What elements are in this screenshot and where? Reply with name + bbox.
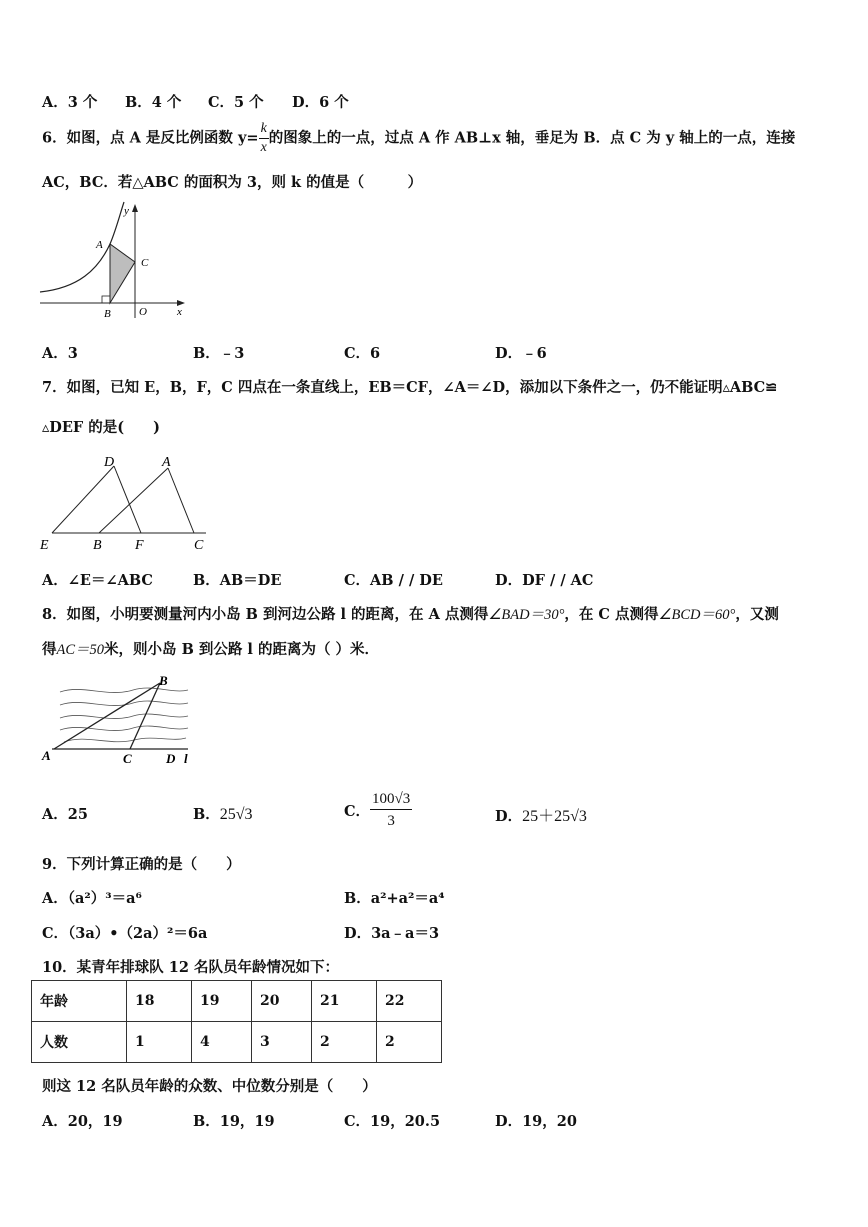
table-cell: 18 — [127, 981, 192, 1022]
q7-label-a: A — [162, 455, 171, 470]
q8-label-l: l — [184, 751, 188, 766]
q6-frac-num: k — [259, 122, 269, 139]
q7-option-a-text: A．∠E＝∠ABC — [42, 572, 153, 589]
q6-label-o: O — [139, 306, 147, 318]
q8-stem-part5: 米，则小岛 B 到公路 l 的距离为（ ）米． — [104, 641, 380, 658]
table-cell: 22 — [377, 981, 442, 1022]
q8-distance: AC＝50 — [56, 642, 105, 658]
q8-stem-line2 — [42, 638, 379, 659]
table-cell: 2 — [312, 1022, 377, 1063]
q5-option-d: D．6 个 — [292, 94, 349, 111]
q6-label-y: y — [124, 205, 129, 217]
q6-option-b: B．﹣3 — [193, 345, 245, 362]
q6-option-d: D．﹣6 — [495, 345, 547, 362]
q5-option-b: B．4 个 — [125, 94, 182, 111]
table-cell: 21 — [312, 981, 377, 1022]
q8-option-a — [42, 803, 88, 824]
table-cell: 20 — [252, 981, 312, 1022]
q7-label-d: D — [104, 455, 115, 470]
table-cell: 3 — [252, 1022, 312, 1063]
q6-stem-line2: AC，BC．若△ABC 的面积为 3，则 k 的值是（ ） — [42, 174, 423, 191]
q8-option-c-label: C． — [344, 803, 371, 820]
q8-label-a: A — [42, 748, 51, 763]
q8-stem-part4: 得 — [42, 641, 57, 658]
q7-label-b: B — [93, 538, 102, 553]
q8-option-d — [495, 803, 587, 826]
q9-option-a: A．（a²）³＝a⁶ — [42, 890, 142, 907]
q8-option-b-label: B． — [193, 806, 220, 823]
q10-option-b: B．19，19 — [193, 1113, 275, 1130]
table-cell: 2 — [377, 1022, 442, 1063]
table-cell: 人数 — [32, 1022, 127, 1063]
table-cell: 年龄 — [32, 981, 127, 1022]
q5-option-c: C．5 个 — [208, 94, 264, 111]
q8-option-d-value: 25＋25√3 — [522, 808, 587, 825]
q8-option-d-label: D． — [495, 808, 523, 825]
q7-option-a — [42, 569, 153, 590]
q8-option-a-value: 25 — [67, 806, 88, 823]
q10-question: 则这 12 名队员年龄的众数、中位数分别是（ ） — [42, 1078, 377, 1095]
q6-label-c: C — [141, 257, 149, 269]
q6-option-a: A．3 — [42, 345, 78, 362]
q8-stem-line1 — [42, 603, 779, 624]
q7-option-b-text: B．AB＝DE — [193, 572, 282, 589]
q9-option-b: B．a²+a²＝a⁴ — [344, 890, 445, 907]
q6-label-x: x — [177, 306, 182, 318]
table-row — [32, 981, 442, 1022]
q8-stem-part2: ，在 C 点测得 — [564, 606, 659, 623]
table-cell: 1 — [127, 1022, 192, 1063]
q9-option-c: C．（3a）•（2a）²＝6a — [42, 925, 208, 942]
q6-label-a: A — [96, 239, 103, 251]
q7-option-d — [495, 569, 593, 590]
q8-stem-part1: 8．如图，小明要测量河内小岛 B 到河边公路 l 的距离，在 A 点测得 — [42, 606, 489, 623]
q8-option-b — [193, 803, 253, 824]
q8-option-c-den: 3 — [387, 813, 395, 829]
q7-option-d-text: D．DF / / AC — [495, 572, 594, 589]
q8-option-a-label: A． — [42, 806, 68, 823]
q8-label-c: C — [123, 751, 132, 766]
q6-stem-line1 — [42, 122, 795, 155]
q6-option-c: C．6 — [344, 345, 381, 362]
q10-option-a: A．20，19 — [42, 1113, 123, 1130]
table-row — [32, 1022, 442, 1063]
q10-stem: 10．某青年排球队 12 名队员年龄情况如下： — [42, 959, 339, 976]
q7-label-c: C — [194, 538, 204, 553]
q8-angle-bad: ∠BAD＝30° — [488, 607, 565, 623]
q8-label-b: B — [159, 673, 168, 688]
q7-stem-line2: ▵DEF 的是( ) — [42, 419, 160, 436]
q8-angle-bcd: ∠BCD＝60° — [658, 607, 736, 623]
q8-option-c-num: 100√3 — [370, 792, 412, 810]
q7-label-f: F — [135, 538, 144, 553]
q6-label-b: B — [104, 308, 111, 320]
q6-stem-part2: 的图象上的一点，过点 A 作 AB⊥x 轴，垂足为 B．点 C 为 y 轴上的一点，连接 — [268, 129, 796, 147]
q7-option-b — [193, 569, 281, 590]
q6-stem-part1: 6．如图，点 A 是反比例函数 y= — [42, 129, 259, 147]
q10-option-c: C．19，20.5 — [344, 1113, 441, 1130]
q10-option-d: D．19，20 — [495, 1113, 577, 1130]
q9-stem: 9．下列计算正确的是（ ） — [42, 856, 241, 873]
q8-option-c-fraction — [370, 792, 412, 829]
q8-option-c — [344, 792, 412, 829]
q6-fraction — [259, 122, 269, 155]
q5-option-a: A．3 个 — [42, 94, 98, 111]
q10-age-table — [31, 980, 442, 1063]
q8-label-d: D — [166, 751, 176, 766]
q7-option-c — [344, 569, 443, 590]
table-cell: 19 — [192, 981, 252, 1022]
q8-option-b-value: 25√3 — [219, 806, 253, 823]
q6-frac-den: x — [260, 140, 267, 155]
q9-option-d: D．3a﹣a＝3 — [344, 925, 440, 942]
q8-figure — [38, 672, 203, 772]
q7-stem-line1: 7．如图，已知 E，B，F，C 四点在一条直线上，EB＝CF，∠A＝∠D，添加以下条件之一，仍不能证明▵ABC≌ — [42, 379, 778, 396]
q8-stem-part3: ，又测 — [735, 606, 779, 623]
q6-figure — [38, 200, 190, 322]
q7-option-c-text: C．AB / / DE — [344, 572, 443, 589]
table-cell: 4 — [192, 1022, 252, 1063]
q7-figure — [36, 450, 216, 554]
q7-label-e: E — [40, 538, 49, 553]
